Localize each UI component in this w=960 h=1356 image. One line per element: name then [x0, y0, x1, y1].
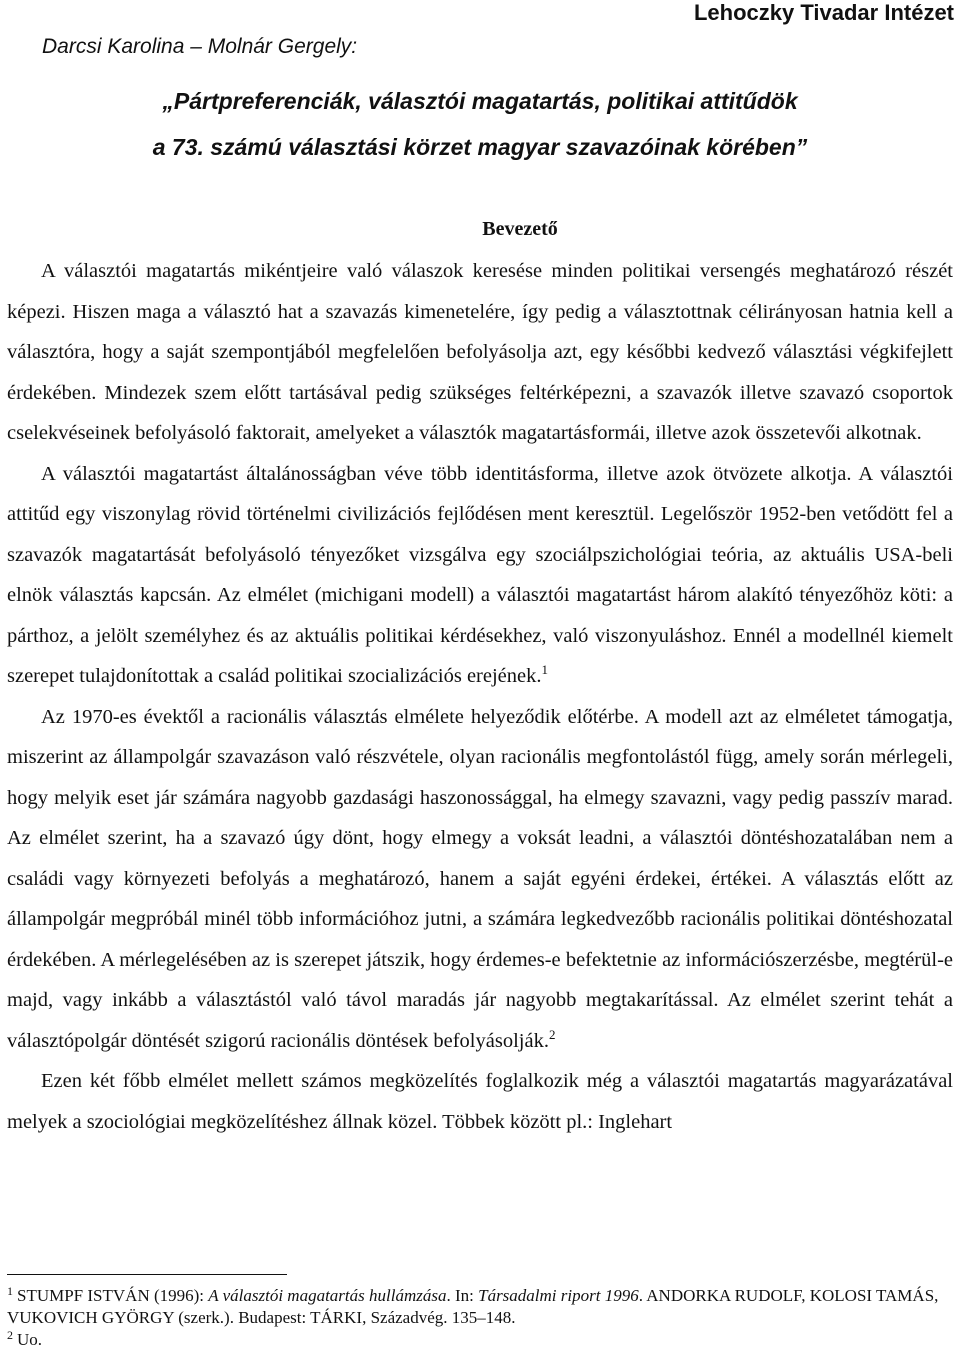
paragraph-2 — [7, 454, 953, 697]
paragraph-4: Ezen két főbb elmélet mellett számos megközelítés foglalkozik még a választói magatartás magyarázatával melyek a szociológiai megközelítéshez állnak közel. Többek között pl.: Inglehart — [7, 1070, 953, 1133]
paragraph-3-text: Az 1970-es évektől a racionális választás elmélete helyeződik előtérbe. A modell azt az elméletet támogatja, miszerint az állampolgár szavazáson való részvétele, olyan racionális megfontolástól függ, amely során mérlegeli, hogy melyik eset jár számára nagyobb gazdasági haszonossággal, ha elmegy szavazni, vagy pedig passzív marad. Az elmélet szerint, ha a szavazó úgy dönt, hogy elmegy a voksát leadni, a választói döntéshozatalában nem a családi vagy környezeti befolyás a meghatározó, hanem a saját egyéni érdekei, értékei. A választás előtt az állampolgár megpróbál minél több információhoz jutni, a számára legkedvezőbb racionális politikai döntéshozatal érdekében. A mérlegelésében az is szerepet játszik, hogy érdemes-e befektetnie az információszerzésbe, megtérül-e majd, vagy inkább a választástól való távol maradás jár nagyobb megtakarítással. Az elmélet szerint tehát a választópolgár döntését szigorú racionális döntések befolyásolják. — [7, 705, 953, 1052]
footnote-divider — [7, 1274, 287, 1275]
paragraph-2-text: A választói magatartást általánosságban véve több identitásforma, illetve azok ötvözete alkotja. A választói attitűd egy viszonylag rövid történelmi civilizációs fejlődésen ment keresztül. Legelőször 1952-ben vetődött fel a szavazók magatartását befolyásoló tényezőket vizsgálva egy szociálpszichológiai teória, az aktuális USA-beli elnök választás kapcsán. Az elmélet (michigani modell) a választói magatartást három alakító tényezőhöz köti: a párthoz, a jelölt személyhez és az aktuális politikai kérdésekhez, való viszonyuláshoz. Ennél a modellnél kiemelt szerepet tulajdonítottak a család politikai szocializációs erejének. — [7, 462, 953, 687]
document-title — [0, 78, 960, 170]
footnote-1-source-title: Társadalmi riport 1996 — [478, 1286, 639, 1305]
paragraph-1: A választói magatartás mikéntjeire való válaszok keresése minden politikai versengés meghatározó részét képezi. Hiszen maga a választó hat a szavazás kimenetelére, így pedig a választottnak célirányosan hatnia kell a választóra, hogy a saját szempontjából megfelelően befolyásolja azt, egy későbbi kedvező választási végkifejlett érdekében. Mindezek szem előtt tartásával pedig szükséges feltérképezni, a szavazók illetve szavazó csoportok cselekvéseinek befolyásoló faktorait, amelyeket a választók magatartásformái, illetve azok összetevői alkotnak. — [7, 260, 953, 444]
title-line-1: „Pártpreferenciák, választói magatartás, politikai attitűdök — [162, 88, 798, 114]
footnote-1-work-title: A választói magatartás hullámzása — [208, 1286, 447, 1305]
footnote-1-number: 1 — [7, 1284, 13, 1298]
footnote-2-text: Uo. — [17, 1330, 43, 1349]
footnote-2-number: 2 — [7, 1328, 13, 1342]
footnote-2 — [7, 1329, 953, 1351]
footnote-ref-1: 1 — [541, 662, 548, 677]
footnote-1-part-e: . ANDORKA RUDOLF, KOLOSI TAMÁS, VUKOVICH GYÖRGY (szerk.). Budapest: TÁRKI, Századvég. 135–148. — [7, 1286, 939, 1327]
footnote-1-part-c: . In: — [446, 1286, 479, 1305]
footnote-ref-2: 2 — [548, 1026, 556, 1042]
paragraph-3 — [7, 697, 953, 1062]
section-heading: Bevezető — [482, 218, 558, 240]
title-line-2: a 73. számú választási körzet magyar szavazóinak körében” — [152, 134, 808, 160]
footnote-1-part-a: STUMPF ISTVÁN (1996): — [17, 1286, 209, 1305]
footnotes — [7, 1285, 953, 1351]
institute-name: Lehoczky Tivadar Intézet — [693, 0, 954, 25]
authors: Darcsi Karolina – Molnár Gergely: — [42, 35, 358, 58]
body-text — [7, 251, 953, 1142]
footnote-1 — [7, 1285, 953, 1329]
